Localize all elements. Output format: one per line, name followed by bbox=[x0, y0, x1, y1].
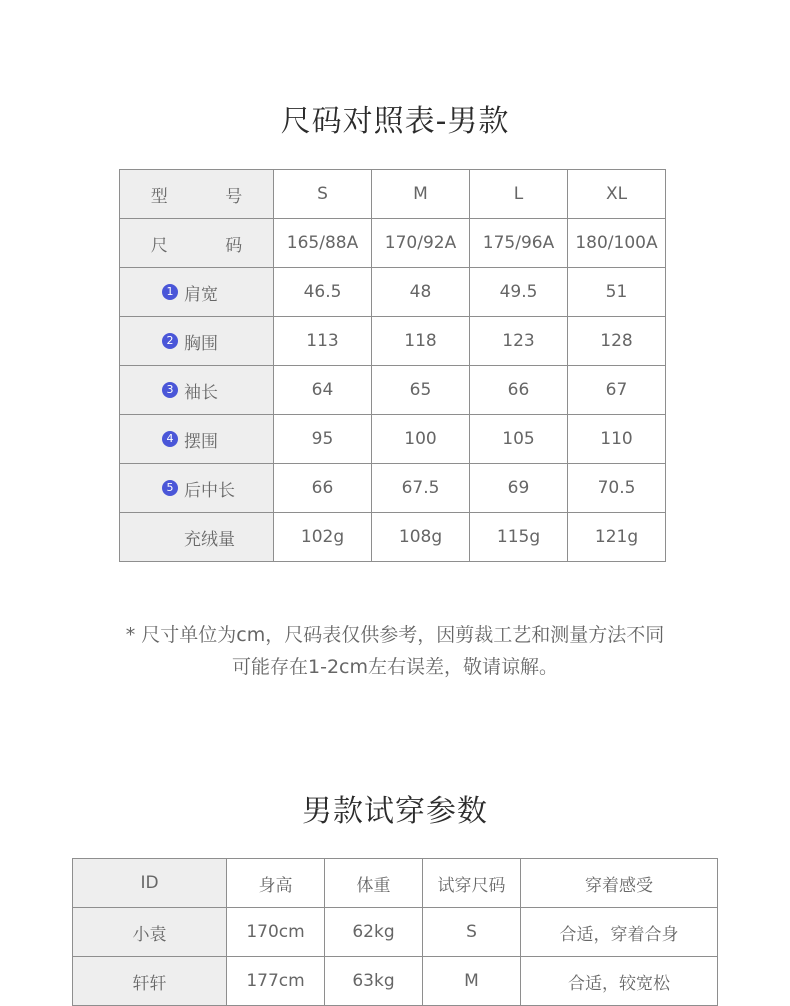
number-badge-icon: 4 bbox=[162, 431, 178, 447]
note-line: * 尺寸单位为cm，尺码表仅供参考，因剪裁工艺和测量方法不同 bbox=[125, 624, 665, 646]
table-cell: 66 bbox=[470, 366, 568, 415]
row-label bbox=[120, 415, 274, 464]
table-cell: 128 bbox=[568, 317, 666, 366]
table-cell: 小袁 bbox=[73, 908, 227, 957]
fit-params-table bbox=[72, 858, 718, 1006]
table-cell: 180/100A bbox=[568, 219, 666, 268]
table-cell: 64 bbox=[274, 366, 372, 415]
number-badge-icon: 5 bbox=[162, 480, 178, 496]
table-cell: 108g bbox=[372, 513, 470, 562]
table-cell: 177cm bbox=[227, 957, 325, 1006]
column-header: 身高 bbox=[227, 859, 325, 908]
table-cell: 轩轩 bbox=[73, 957, 227, 1006]
table-cell: 67 bbox=[568, 366, 666, 415]
size-chart-title: 尺码对照表-男款 bbox=[280, 104, 510, 139]
row-label-text: 后中长 bbox=[184, 480, 235, 501]
table-row bbox=[73, 859, 718, 908]
table-row bbox=[120, 464, 666, 513]
row-label-text: 肩宽 bbox=[184, 284, 218, 305]
table-cell: 65 bbox=[372, 366, 470, 415]
table-cell: 170/92A bbox=[372, 219, 470, 268]
table-row bbox=[73, 957, 718, 1006]
size-note bbox=[0, 619, 790, 683]
number-badge-icon: 2 bbox=[162, 333, 178, 349]
table-cell: 95 bbox=[274, 415, 372, 464]
size-chart-table bbox=[119, 169, 666, 562]
row-label-text: 袖长 bbox=[184, 382, 218, 403]
table-cell: 105 bbox=[470, 415, 568, 464]
table-cell: 175/96A bbox=[470, 219, 568, 268]
row-label-text: 胸围 bbox=[184, 333, 218, 354]
table-cell: 51 bbox=[568, 268, 666, 317]
table-cell: M bbox=[423, 957, 521, 1006]
row-label: 充绒量 bbox=[120, 513, 274, 562]
table-cell: 合适，穿着合身 bbox=[521, 908, 718, 957]
column-header: ID bbox=[73, 859, 227, 908]
table-row bbox=[73, 908, 718, 957]
table-row bbox=[120, 219, 666, 268]
table-cell: 69 bbox=[470, 464, 568, 513]
table-cell: 165/88A bbox=[274, 219, 372, 268]
row-label bbox=[120, 366, 274, 415]
table-row bbox=[120, 170, 666, 219]
table-cell: 合适，较宽松 bbox=[521, 957, 718, 1006]
table-cell: 170cm bbox=[227, 908, 325, 957]
table-cell: 121g bbox=[568, 513, 666, 562]
table-row bbox=[120, 268, 666, 317]
size-header: S bbox=[274, 170, 372, 219]
table-cell: 67.5 bbox=[372, 464, 470, 513]
fit-params-title: 男款试穿参数 bbox=[302, 794, 488, 829]
table-cell: 63kg bbox=[325, 957, 423, 1006]
table-cell: 118 bbox=[372, 317, 470, 366]
table-row bbox=[120, 366, 666, 415]
row-label bbox=[120, 268, 274, 317]
size-header: L bbox=[470, 170, 568, 219]
table-cell: 102g bbox=[274, 513, 372, 562]
table-cell: 123 bbox=[470, 317, 568, 366]
table-cell: 48 bbox=[372, 268, 470, 317]
table-row bbox=[120, 513, 666, 562]
table-cell: S bbox=[423, 908, 521, 957]
table-cell: 66 bbox=[274, 464, 372, 513]
header-label: 型 号 bbox=[120, 170, 274, 219]
size-header: M bbox=[372, 170, 470, 219]
row-label: 尺 码 bbox=[120, 219, 274, 268]
table-cell: 49.5 bbox=[470, 268, 568, 317]
row-label bbox=[120, 464, 274, 513]
table-cell: 115g bbox=[470, 513, 568, 562]
table-row bbox=[120, 317, 666, 366]
table-cell: 110 bbox=[568, 415, 666, 464]
size-header: XL bbox=[568, 170, 666, 219]
table-cell: 46.5 bbox=[274, 268, 372, 317]
column-header: 试穿尺码 bbox=[423, 859, 521, 908]
note-line: 可能存在1-2cm左右误差，敬请谅解。 bbox=[232, 656, 558, 678]
table-cell: 100 bbox=[372, 415, 470, 464]
table-cell: 113 bbox=[274, 317, 372, 366]
row-label-text: 摆围 bbox=[184, 431, 218, 452]
number-badge-icon: 1 bbox=[162, 284, 178, 300]
table-cell: 62kg bbox=[325, 908, 423, 957]
number-badge-icon: 3 bbox=[162, 382, 178, 398]
row-label bbox=[120, 317, 274, 366]
column-header: 穿着感受 bbox=[521, 859, 718, 908]
table-cell: 70.5 bbox=[568, 464, 666, 513]
column-header: 体重 bbox=[325, 859, 423, 908]
table-row bbox=[120, 415, 666, 464]
